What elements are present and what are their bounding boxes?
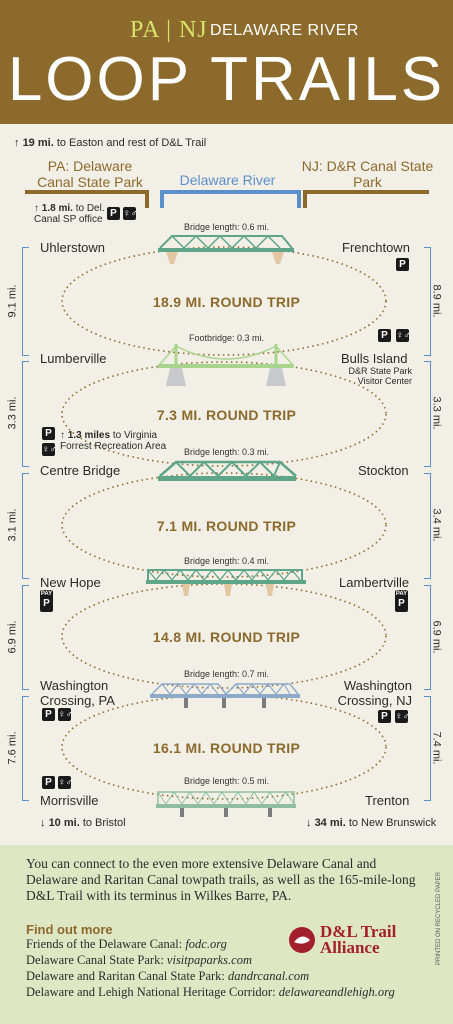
page-title: LOOP TRAILS xyxy=(7,45,446,114)
link-url[interactable]: dandrcanal.com xyxy=(228,969,310,983)
bottom-note-pa xyxy=(40,817,126,829)
bridge-5-icon xyxy=(150,684,300,708)
parking-icon: P xyxy=(42,776,55,789)
parking-icon: P xyxy=(378,329,391,342)
river-column-header: Delaware River xyxy=(179,172,276,188)
pa-office-text: to Del. Canal SP office xyxy=(34,203,105,225)
link-visitpaparks[interactable] xyxy=(26,953,252,968)
pa-office-distance: 1.8 mi. xyxy=(41,203,73,214)
link-url[interactable]: delawareandlehigh.org xyxy=(278,985,395,999)
nj-column-header: NJ: D&R Canal State Park xyxy=(301,158,434,190)
town-bulls-island: Bulls Island xyxy=(341,351,408,366)
up-arrow-icon: ↑ xyxy=(60,430,65,441)
virginia-forrest-text: to Virginia Forrest Recreation Area xyxy=(60,430,167,452)
find-out-more-heading: Find out more xyxy=(26,922,113,937)
nj-dist-2: 3.3 mi. xyxy=(430,396,443,430)
bottom-note-nj xyxy=(306,817,436,829)
parking-icon: P xyxy=(42,427,55,440)
virginia-forrest-note xyxy=(60,430,185,452)
parking-icon: P xyxy=(378,710,391,723)
town-lumberville: Lumberville xyxy=(40,351,107,366)
bridge-2-icon xyxy=(158,344,294,386)
bottom-note-pa-text: to Bristol xyxy=(82,817,126,829)
town-trenton: Trenton xyxy=(365,793,410,808)
link-url[interactable]: visitpaparks.com xyxy=(166,953,252,967)
link-dandrcanal[interactable] xyxy=(26,969,309,984)
town-washington-crossing-nj: Washington Crossing, NJ xyxy=(337,678,412,708)
pa-dist-4: 6.9 mi. xyxy=(6,620,19,654)
pa-dist-5: 7.6 mi. xyxy=(6,731,19,765)
restroom-icon: ♀♂ xyxy=(395,711,410,722)
link-label: Delaware and Lehigh National Heritage Corridor: xyxy=(26,985,276,999)
town-frenchtown: Frenchtown xyxy=(342,240,410,255)
top-note-distance: 19 mi. xyxy=(22,137,54,149)
pa-column-header: PA: Delaware Canal State Park xyxy=(37,158,143,190)
town-stockton: Stockton xyxy=(358,463,409,478)
link-delawareandlehigh[interactable] xyxy=(26,985,395,1000)
bridge-label-4: Bridge length: 0.4 mi. xyxy=(183,556,270,566)
round-trip-4: 14.8 MI. ROUND TRIP xyxy=(152,629,301,645)
restroom-icon: ♀♂ xyxy=(58,777,73,788)
bridge-label-3: Bridge length: 0.3 mi. xyxy=(183,447,270,457)
bridge-3-icon xyxy=(158,462,296,481)
town-morrisville: Morrisville xyxy=(40,793,99,808)
dl-logo-mark-icon xyxy=(288,926,316,954)
town-lambertville: Lambertville xyxy=(339,575,410,590)
restroom-icon: ♀♂ xyxy=(396,330,411,341)
round-trip-3: 7.1 MI. ROUND TRIP xyxy=(156,518,297,534)
pay-parking-icon: PAY P xyxy=(395,590,408,612)
up-arrow-icon: ↑ xyxy=(34,203,39,214)
down-arrow-icon: ↓ xyxy=(40,817,46,829)
bottom-note-pa-distance: 10 mi. xyxy=(48,817,80,829)
pa-dist-3: 3.1 mi. xyxy=(6,508,19,542)
nj-dist-3: 3.4 mi. xyxy=(430,508,443,542)
link-label: Delaware Canal State Park: xyxy=(26,953,164,967)
town-uhlerstown: Uhlerstown xyxy=(40,240,106,255)
footer-intro: You can connect to the even more extensive Delaware Canal and Delaware and Raritan Canal towpath trails, as well as the 165-mile-long D&L Trail with its terminus in Wilkes Barre, PA. xyxy=(26,856,416,903)
bridge-label-6: Bridge length: 0.5 mi. xyxy=(183,776,270,786)
recycled-paper-note: PRINTED ON RECYCLED PAPER xyxy=(436,872,442,965)
town-centre-bridge: Centre Bridge xyxy=(40,463,121,478)
round-trip-2: 7.3 MI. ROUND TRIP xyxy=(156,407,297,423)
parking-icon: P xyxy=(396,258,409,271)
nj-dist-5: 7.4 mi. xyxy=(430,731,443,765)
link-url[interactable]: fodc.org xyxy=(185,937,227,951)
bulls-island-visitor-center: D&R State Park Visitor Center xyxy=(348,366,412,386)
town-new-hope: New Hope xyxy=(40,575,101,590)
parking-icon: P xyxy=(107,207,120,220)
bottom-note-nj-distance: 34 mi. xyxy=(314,817,346,829)
virginia-forrest-distance: 1.3 miles xyxy=(67,430,111,441)
bridge-label-1: Bridge length: 0.6 mi. xyxy=(183,222,270,232)
bridge-6-icon xyxy=(156,792,296,817)
nj-dist-4: 6.9 mi. xyxy=(430,620,443,654)
top-note-text: to Easton and rest of D&L Trail xyxy=(56,137,207,149)
bridge-label-2: Footbridge: 0.3 mi. xyxy=(188,333,265,343)
nj-dist-1: 8.9 mi. xyxy=(430,284,443,318)
pa-nj-label: PA | NJ xyxy=(130,17,208,43)
header-subtitle: DELAWARE RIVER xyxy=(210,22,359,39)
link-fodc[interactable] xyxy=(26,937,227,952)
dl-logo-text: D&L Trail Alliance xyxy=(320,922,397,957)
bottom-note-nj-text: to New Brunswick xyxy=(348,817,437,829)
round-trip-5: 16.1 MI. ROUND TRIP xyxy=(152,740,301,756)
down-arrow-icon: ↓ xyxy=(306,817,312,829)
bridge-label-5: Bridge length: 0.7 mi. xyxy=(183,669,270,679)
restroom-icon: ♀♂ xyxy=(123,208,138,219)
link-label: Delaware and Raritan Canal State Park: xyxy=(26,969,225,983)
pa-dist-1: 9.1 mi. xyxy=(6,284,19,318)
bridge-1-icon xyxy=(158,236,294,264)
round-trip-1: 18.9 MI. ROUND TRIP xyxy=(152,294,301,310)
town-washington-crossing-pa: Washington Crossing, PA xyxy=(40,678,115,708)
restroom-icon: ♀♂ xyxy=(58,709,73,720)
parking-icon: P xyxy=(42,708,55,721)
restroom-icon: ♀♂ xyxy=(42,444,57,455)
pay-parking-icon: PAY P xyxy=(40,590,53,612)
up-arrow-icon: ↑ xyxy=(14,137,20,149)
pa-dist-2: 3.3 mi. xyxy=(6,396,19,430)
link-label: Friends of the Delaware Canal: xyxy=(26,937,183,951)
